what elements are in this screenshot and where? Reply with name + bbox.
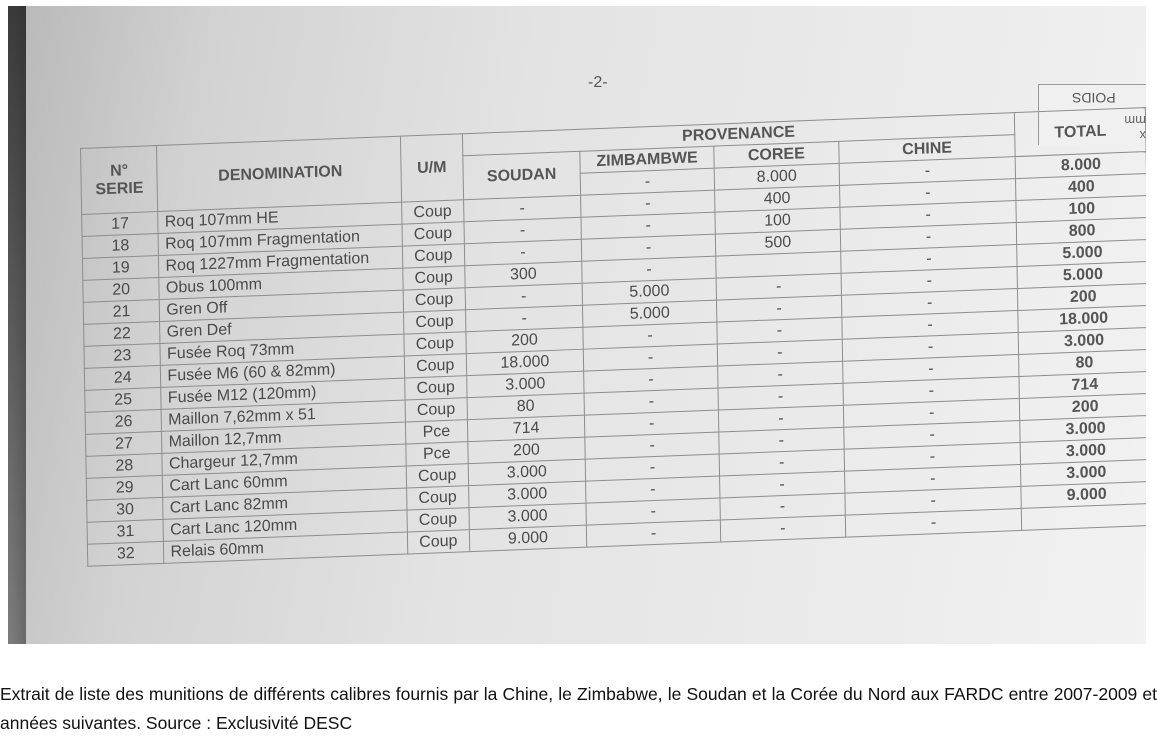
cell-zimbabwe: - [585,432,719,459]
cell-serie: 25 [85,387,162,412]
cell-coree: 500 [715,229,840,256]
cell-total: 80 [1019,349,1146,376]
cell-serie: 21 [83,299,160,324]
cell-zimbabwe: - [585,410,719,437]
cell-zimbabwe: - [582,256,716,283]
cell-total: 18.000 [1018,305,1146,332]
cell-um: Coup [402,222,464,246]
cell-zimbabwe: - [582,234,716,261]
cell-um: Coup [403,288,465,312]
cell-zimbabwe: - [581,168,715,195]
cell-soudan: 3.000 [469,503,587,530]
cell-total: 200 [1018,283,1146,310]
cell-serie: 30 [87,497,164,522]
cell-denomination: Maillon 12,7mm [162,422,406,453]
cell-coree: - [719,449,844,476]
header-denomination: DENOMINATION [157,136,402,211]
cell-total: 5.000 [1017,262,1146,289]
cell-um: Coup [404,354,466,378]
ammunition-table [80,107,1146,567]
cell-zimbabwe: - [581,212,715,239]
caption: Extrait de liste des munitions de différents calibres fournis par la Chine, le Zimbabwe, le Soudan et la Corée du Nord aux FARDC entre 2007-2009 et années suivantes. Source : Exclusivité DESC [0,684,1157,733]
cell-um: Coup [406,464,468,488]
cell-zimbabwe: 5.000 [582,278,716,305]
cell-denomination: Gren Def [160,312,404,343]
cell-denomination: Maillon 7,62mm x 51 [162,400,406,431]
cell-total: 8.000 [1015,152,1146,179]
cell-soudan: - [465,283,583,310]
cell-denomination: Roq 107mm Fragmentation [158,224,402,255]
header-total: TOTAL [1015,108,1146,157]
cell-zimbabwe: - [586,498,720,525]
cell-chine: - [843,398,1020,427]
cell-soudan: - [464,217,582,244]
cell-serie: 18 [82,234,159,259]
cell-total: 3.000 [1021,459,1146,486]
cell-chine: - [842,311,1019,340]
cell-total: 5.000 [1017,240,1146,267]
cell-coree: - [720,515,845,542]
cell-soudan: 3.000 [468,459,586,486]
cell-total: 800 [1017,218,1146,245]
cell-coree: 400 [714,185,839,212]
cell-total: 3.000 [1020,415,1146,442]
cell-chine: - [840,201,1017,230]
cell-chine: - [840,223,1017,252]
cell-denomination: Relais 60mm [164,532,408,563]
cell-chine: - [839,179,1016,208]
cell-coree: - [717,339,842,366]
cell-chine: - [843,354,1020,383]
back-sheet-text: POIDS [1072,90,1116,106]
cell-denomination: Obus 100mm [159,268,403,299]
back-sheet-text-2: x mm [1124,113,1146,143]
cell-soudan: - [465,305,583,332]
header-soudan: SOUDAN [462,151,580,199]
cell-soudan: 9.000 [469,525,587,552]
cell-total: 400 [1016,174,1146,201]
cell-serie: 28 [86,453,163,478]
cell-chine: - [845,508,1022,537]
cell-soudan: - [463,195,581,222]
cell-serie: 31 [87,519,164,544]
cell-serie: 19 [82,255,159,280]
cell-um: Pce [405,420,467,444]
header-um: U/M [400,134,463,202]
ammunition-table-wrapper [80,107,1146,567]
cell-chine: - [841,267,1018,296]
cell-zimbabwe: - [586,476,720,503]
cell-um: Coup [404,310,466,334]
cell-total: 100 [1016,196,1146,223]
cell-coree: 8.000 [714,163,839,190]
cell-um: Coup [407,486,469,510]
cell-total: 3.000 [1020,437,1146,464]
cell-total: 200 [1020,393,1146,420]
cell-coree: - [717,317,842,344]
header-chine: CHINE [839,135,1016,164]
cell-chine: - [839,157,1016,186]
cell-soudan: 200 [467,437,585,464]
header-serie-line1: N° [110,161,129,180]
cell-zimbabwe: - [583,322,717,349]
cell-coree: - [719,427,844,454]
cell-zimbabwe: - [581,190,715,217]
cell-zimbabwe: - [584,388,718,415]
cell-serie: 32 [87,541,164,566]
cell-denomination: Chargeur 12,7mm [162,444,406,475]
cell-soudan: 3.000 [466,371,584,398]
cell-denomination: Cart Lanc 82mm [163,488,407,519]
cell-serie: 27 [86,431,163,456]
cell-serie: 26 [85,409,162,434]
cell-zimbabwe: 5.000 [583,300,717,327]
cell-chine: - [844,420,1021,449]
cell-chine: - [845,486,1022,515]
cell-serie: 24 [84,365,161,390]
cell-denomination: Roq 107mm HE [158,202,402,233]
cell-um: Coup [402,244,464,268]
cell-serie: 29 [86,475,163,500]
cell-um: Coup [404,332,466,356]
cell-soudan: 300 [464,261,582,288]
header-coree: COREE [714,141,839,168]
cell-denomination: Cart Lanc 60mm [163,466,407,497]
cell-coree: 100 [715,207,840,234]
cell-soudan: 80 [467,393,585,420]
cell-um: Coup [402,200,464,224]
cell-serie: 22 [84,321,161,346]
cell-soudan: 18.000 [466,349,584,376]
cell-coree: - [717,361,842,388]
cell-um: Coup [407,508,469,532]
cell-chine: - [841,245,1018,274]
cell-zimbabwe: - [587,520,721,547]
cell-chine: - [844,464,1021,493]
cell-um: Coup [405,398,467,422]
header-zimbabwe: ZIMBAMBWE [580,146,714,173]
header-serie [81,146,159,215]
cell-zimbabwe: - [584,366,718,393]
cell-serie: 17 [82,212,159,237]
cell-chine: - [841,289,1018,318]
cell-coree: - [720,493,845,520]
cell-zimbabwe: - [584,344,718,371]
document-photo [8,6,1146,644]
cell-denomination: Fusée M12 (120mm) [161,378,405,409]
cell-total: 714 [1019,371,1146,398]
cell-serie: 20 [83,277,160,302]
cell-chine: - [844,442,1021,471]
cell-denomination: Gren Off [160,290,404,321]
cell-coree: - [718,405,843,432]
cell-coree: - [716,273,841,300]
cell-soudan: 3.000 [468,481,586,508]
header-provenance: PROVENANCE [462,113,1015,156]
cell-coree: - [716,295,841,322]
cell-chine: - [843,376,1020,405]
cell-soudan: 714 [467,415,585,442]
cell-total: 9.000 [1021,481,1146,508]
cell-denomination: Fusée M6 (60 & 82mm) [161,356,405,387]
cell-chine: - [842,332,1019,361]
cell-denomination: Fusée Roq 73mm [160,334,404,365]
cell-soudan: 200 [465,327,583,354]
cell-total [1022,503,1146,530]
cell-um: Coup [405,376,467,400]
cell-denomination: Roq 1227mm Fragmentation [159,246,403,277]
cell-coree: - [718,383,843,410]
cell-serie: 23 [84,343,161,368]
header-serie-line2: SERIE [95,179,144,198]
cell-soudan: - [464,239,582,266]
table-body [82,174,1146,567]
cell-coree: - [719,471,844,498]
cell-total: 3.000 [1019,327,1146,354]
cell-zimbabwe: - [586,454,720,481]
cell-um: Coup [403,266,465,290]
cell-denomination: Cart Lanc 120mm [163,510,407,541]
cell-um: Coup [407,530,469,554]
cell-um: Pce [406,442,468,466]
page-number: -2- [588,74,608,91]
